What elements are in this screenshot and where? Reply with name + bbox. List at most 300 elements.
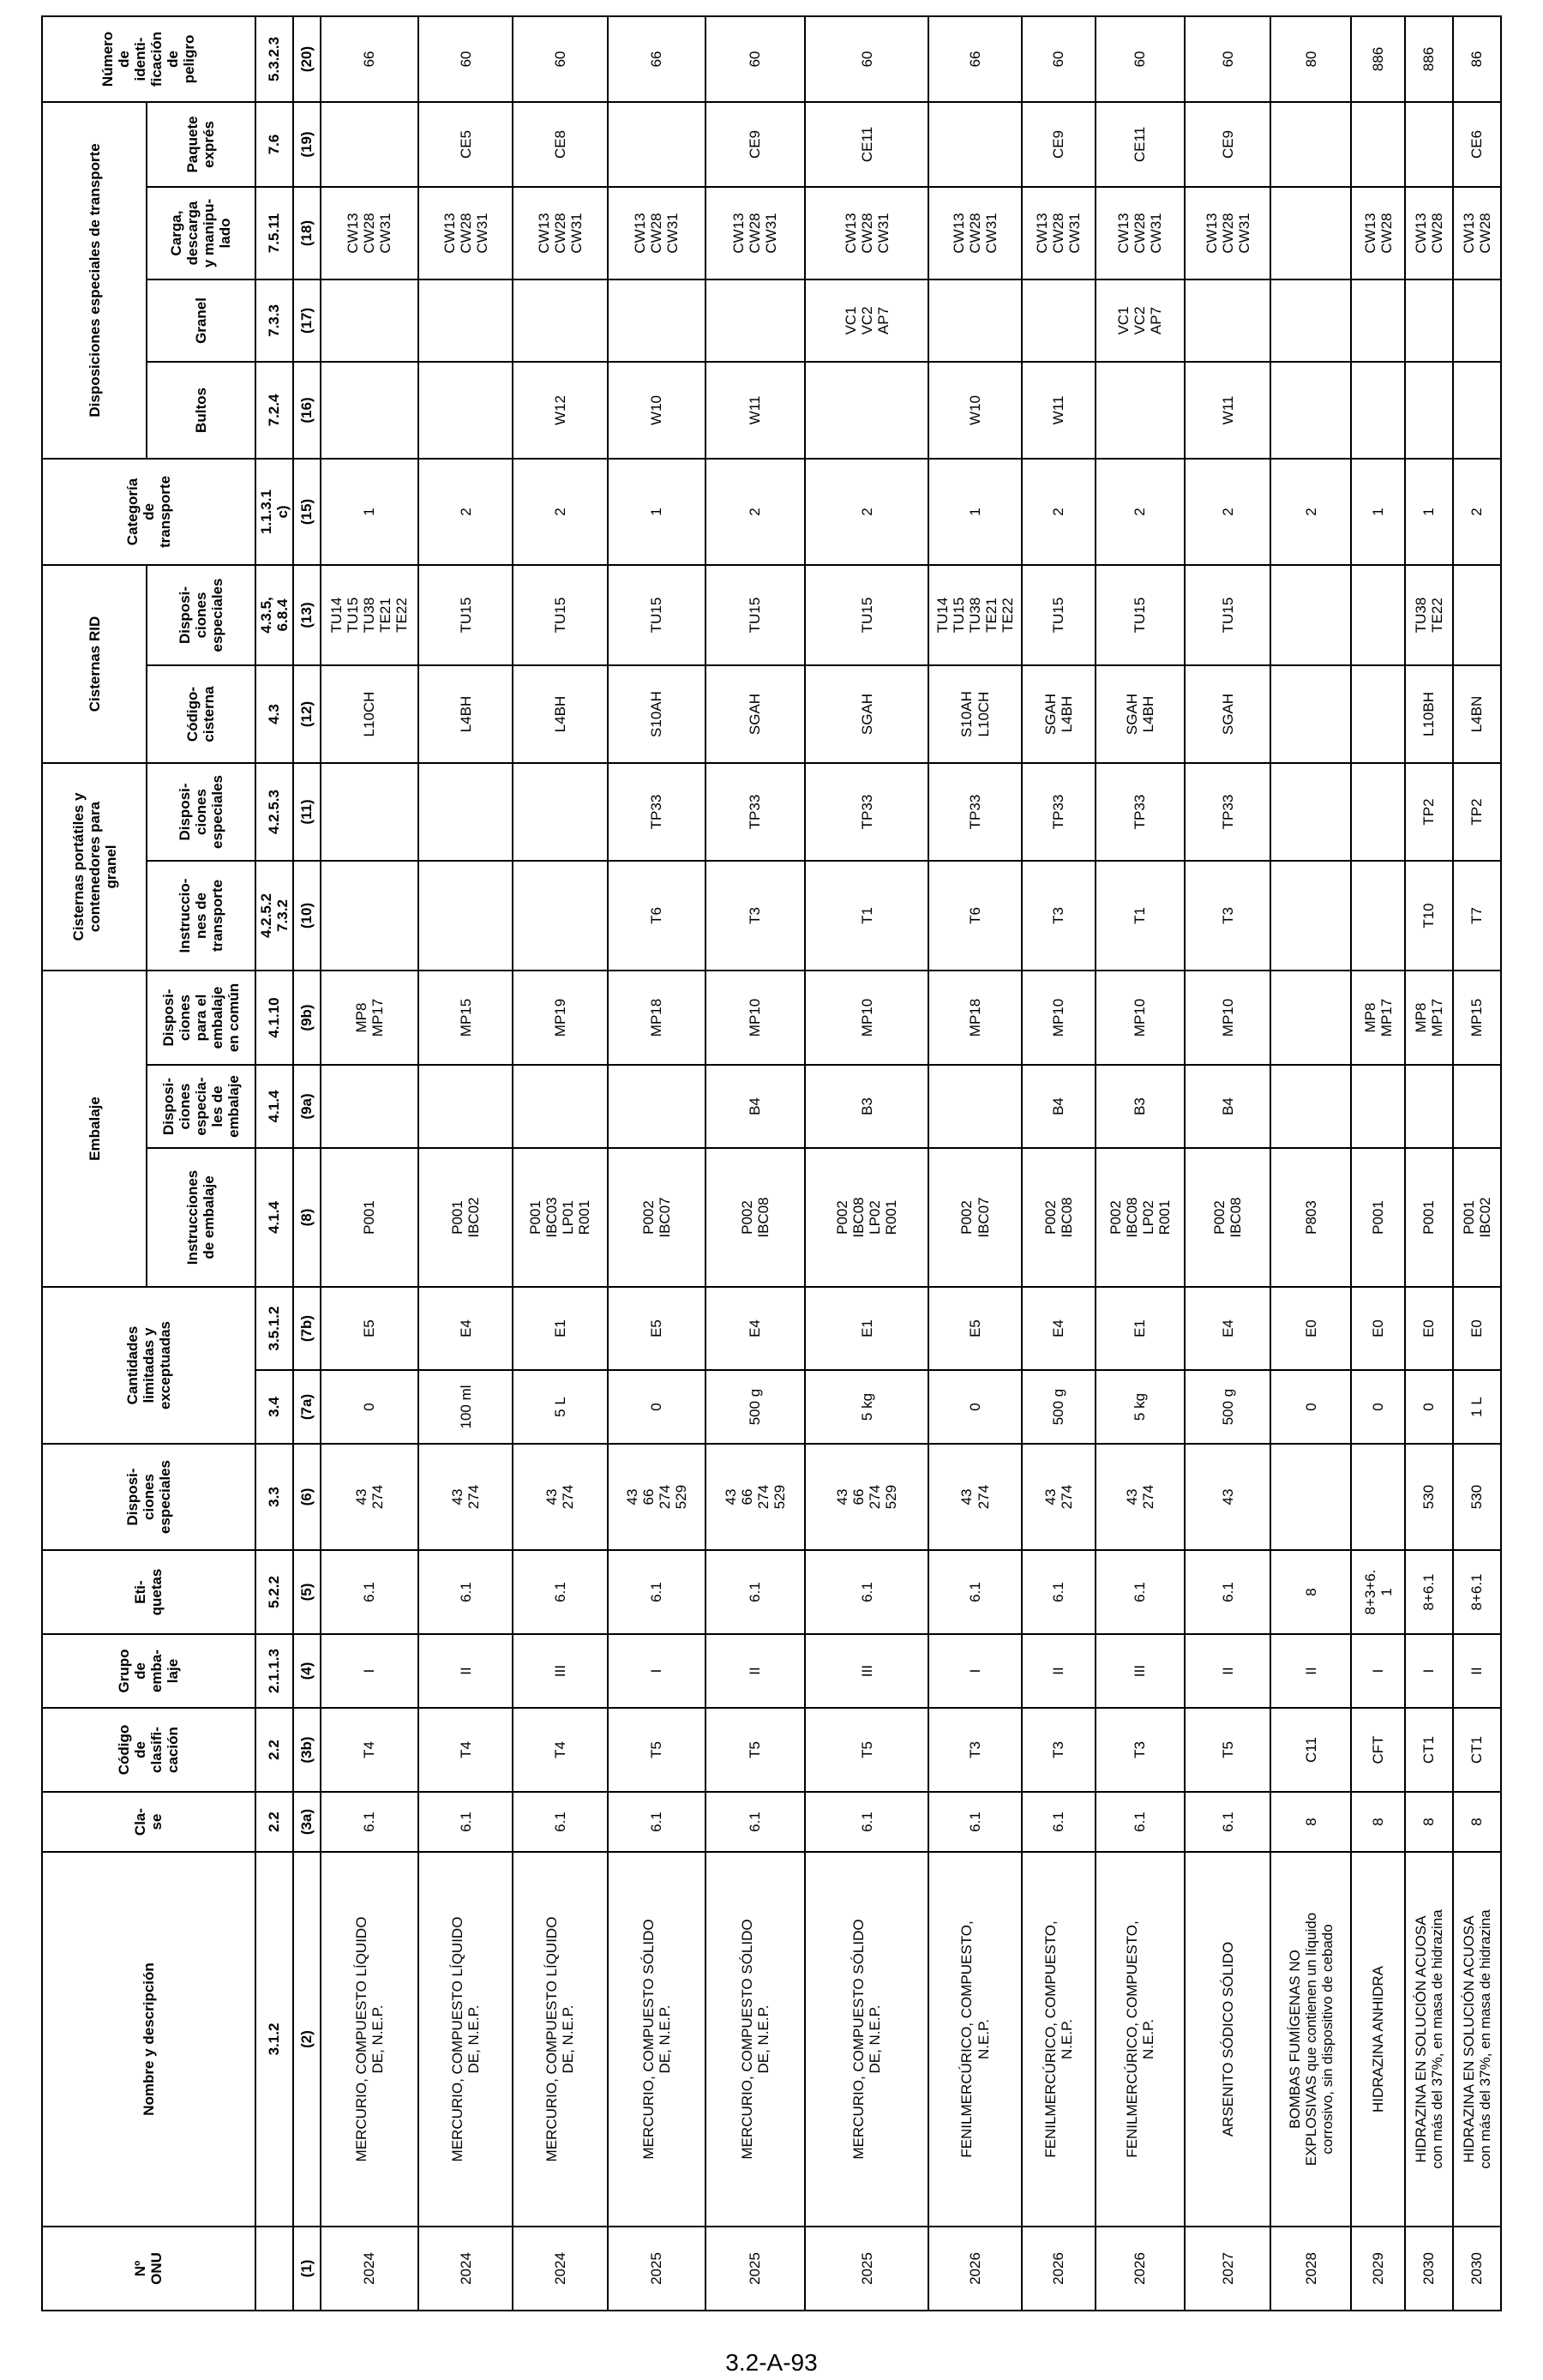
cell-special-packing <box>321 1065 418 1148</box>
col-header-instrucciones-transporte: Instruccio- nes de transporte <box>147 861 255 971</box>
cell-hazard-id: 60 <box>1022 16 1096 102</box>
cell-packing-instructions: P002 IBC08 <box>705 1148 805 1287</box>
cell-classification-code: T4 <box>513 1708 607 1792</box>
cell-transport-category: 2 <box>1022 459 1096 565</box>
cell-packing-instructions: P002 IBC07 <box>608 1148 705 1287</box>
cell-packing-group: II <box>1453 1634 1501 1708</box>
table-row <box>1096 16 1185 2311</box>
cell-packing-instructions: P001 IBC03 LP01 R001 <box>513 1148 607 1287</box>
cell-labels: 6.1 <box>1022 1550 1096 1634</box>
cell-packing-group: II <box>705 1634 805 1708</box>
cell-special-provisions: 43 274 <box>1022 1444 1096 1550</box>
cell-loading: CW13 CW28 <box>1351 187 1404 279</box>
cell-rid-special: TU15 <box>1185 565 1270 665</box>
cell-limited-quantity: 0 <box>608 1370 705 1444</box>
cell-express-parcel <box>928 102 1021 187</box>
header-row-1 <box>42 16 147 2311</box>
cell-classification-code: CFT <box>1351 1708 1404 1792</box>
cell-packages: W10 <box>608 362 705 459</box>
cell-rid-special: TU14 TU15 TU38 TE21 TE22 <box>321 565 418 665</box>
cell-un-number: 2025 <box>805 2227 928 2311</box>
cell-special-provisions: 43 66 274 529 <box>608 1444 705 1550</box>
table-row <box>805 16 928 2311</box>
cell-tank-code: SGAH L4BH <box>1096 665 1185 763</box>
table-row <box>321 16 418 2311</box>
cell-hazard-id: 60 <box>705 16 805 102</box>
col-header-disposiciones-cisternas-rid: Disposi- ciones especiales <box>147 565 255 665</box>
cell-mixed-packing: MP10 <box>1096 971 1185 1065</box>
cell-bulk: VC1 VC2 AP7 <box>805 279 928 362</box>
cell-mixed-packing: MP15 <box>1453 971 1501 1065</box>
cell-special-packing: B3 <box>805 1065 928 1148</box>
table-row <box>1185 16 1270 2311</box>
cell-packages: W11 <box>1022 362 1096 459</box>
table-row <box>513 16 607 2311</box>
table-row <box>1270 16 1351 2311</box>
cell-limited-quantity: 0 <box>928 1370 1021 1444</box>
col-header-numero-identificacion: Número de identi- ficación de peligro <box>42 16 255 102</box>
cell-packing-instructions: P001 <box>1351 1148 1404 1287</box>
cell-packing-group: II <box>1185 1634 1270 1708</box>
cell-packing-group: II <box>1022 1634 1096 1708</box>
table-row <box>1351 16 1404 2311</box>
cell-transport-category: 2 <box>1185 459 1270 565</box>
cell-excepted-quantity: E5 <box>928 1287 1021 1370</box>
cell-packing-instructions: P002 IBC08 <box>1022 1148 1096 1287</box>
cell-un-number: 2024 <box>418 2227 513 2311</box>
ref-cell: 1.1.3.1 c) <box>255 459 293 565</box>
cell-packing-instructions: P002 IBC08 LP02 R001 <box>1096 1148 1185 1287</box>
cell-tank-special <box>1270 763 1351 861</box>
cell-tank-instructions <box>1270 861 1351 971</box>
cell-labels: 6.1 <box>321 1550 418 1634</box>
ref-cell: 2.2 <box>255 1792 293 1852</box>
cell-loading: CW13 CW28 CW31 <box>1096 187 1185 279</box>
cell-packing-instructions: P002 IBC08 LP02 R001 <box>805 1148 928 1287</box>
cell-mixed-packing: MP8 MP17 <box>321 971 418 1065</box>
cell-transport-category: 2 <box>1270 459 1351 565</box>
cell-hazard-id: 66 <box>928 16 1021 102</box>
cell-limited-quantity: 5 L <box>513 1370 607 1444</box>
cell-transport-category: 1 <box>1351 459 1404 565</box>
column-number: (2) <box>293 1852 321 2227</box>
cell-special-provisions <box>1270 1444 1351 1550</box>
cell-transport-category: 1 <box>1405 459 1453 565</box>
ref-cell: 2.1.1.3 <box>255 1634 293 1708</box>
cell-hazard-id: 60 <box>1185 16 1270 102</box>
column-number: (5) <box>293 1550 321 1634</box>
ref-cell: 5.3.2.3 <box>255 16 293 102</box>
cell-mixed-packing: MP10 <box>1185 971 1270 1065</box>
cell-loading: CW13 CW28 CW31 <box>705 187 805 279</box>
cell-packages <box>1405 362 1453 459</box>
cell-labels: 6.1 <box>1185 1550 1270 1634</box>
col-header-un: Nº ONU <box>42 2227 255 2311</box>
cell-rid-special: TU15 <box>705 565 805 665</box>
cell-limited-quantity: 500 g <box>1185 1370 1270 1444</box>
cell-packing-group: I <box>608 1634 705 1708</box>
cell-packages <box>1270 362 1351 459</box>
cell-excepted-quantity: E5 <box>608 1287 705 1370</box>
cell-tank-instructions <box>321 861 418 971</box>
cell-tank-instructions <box>418 861 513 971</box>
cell-special-packing <box>513 1065 607 1148</box>
col-header-disposiciones-transporte: Disposiciones especiales de transporte <box>42 102 147 459</box>
col-header-disposiciones-especiales: Disposi- ciones especiales <box>42 1444 255 1550</box>
cell-special-packing <box>418 1065 513 1148</box>
cell-un-number: 2025 <box>705 2227 805 2311</box>
cell-classification-code: T4 <box>321 1708 418 1792</box>
cell-limited-quantity: 0 <box>321 1370 418 1444</box>
cell-express-parcel <box>1270 102 1351 187</box>
cell-packing-group: I <box>1351 1634 1404 1708</box>
cell-loading: CW13 CW28 CW31 <box>608 187 705 279</box>
cell-bulk <box>1185 279 1270 362</box>
cell-labels: 8+6.1 <box>1453 1550 1501 1634</box>
cell-hazard-id: 66 <box>321 16 418 102</box>
cell-un-number: 2030 <box>1453 2227 1501 2311</box>
cell-packing-instructions: P001 IBC02 <box>1453 1148 1501 1287</box>
cell-name: MERCURIO, COMPUESTO SÓLIDO DE, N.E.P. <box>705 1852 805 2227</box>
column-number: (16) <box>293 362 321 459</box>
cell-bulk <box>513 279 607 362</box>
cell-excepted-quantity: E4 <box>1185 1287 1270 1370</box>
ref-cell: 4.2.5.3 <box>255 763 293 861</box>
cell-packages <box>1096 362 1185 459</box>
cell-hazard-id: 60 <box>805 16 928 102</box>
cell-un-number: 2026 <box>1096 2227 1185 2311</box>
cell-bulk <box>1405 279 1453 362</box>
column-number: (19) <box>293 102 321 187</box>
cell-packing-group: III <box>513 1634 607 1708</box>
cell-un-number: 2029 <box>1351 2227 1404 2311</box>
cell-name: MERCURIO, COMPUESTO SÓLIDO DE, N.E.P. <box>805 1852 928 2227</box>
cell-packing-instructions: P001 IBC02 <box>418 1148 513 1287</box>
cell-tank-instructions: T7 <box>1453 861 1501 971</box>
col-header-embalaje: Embalaje <box>42 971 147 1287</box>
table-row <box>928 16 1021 2311</box>
cell-rid-special: TU15 <box>608 565 705 665</box>
cell-express-parcel: CE11 <box>1096 102 1185 187</box>
cell-tank-code: L4BN <box>1453 665 1501 763</box>
cell-transport-category: 1 <box>608 459 705 565</box>
cell-limited-quantity: 5 kg <box>1096 1370 1185 1444</box>
col-header-disposiciones-embalaje: Disposi- ciones especia- les de embalaje <box>147 1065 255 1148</box>
cell-tank-instructions <box>1351 861 1404 971</box>
cell-limited-quantity: 500 g <box>1022 1370 1096 1444</box>
cell-express-parcel: CE11 <box>805 102 928 187</box>
cell-class: 6.1 <box>608 1792 705 1852</box>
cell-tank-code: S10AH <box>608 665 705 763</box>
cell-tank-special: TP2 <box>1405 763 1453 861</box>
col-header-codigo: Código de clasifi- cación <box>42 1708 255 1792</box>
cell-tank-code: SGAH <box>1185 665 1270 763</box>
cell-classification-code: T5 <box>608 1708 705 1792</box>
cell-mixed-packing: MP10 <box>805 971 928 1065</box>
ref-cell: 7.2.4 <box>255 362 293 459</box>
col-header-disposiciones-cisternas-portatiles: Disposi- ciones especiales <box>147 763 255 861</box>
table-row <box>1453 16 1501 2311</box>
ref-cell: 4.3 <box>255 665 293 763</box>
cell-tank-instructions: T1 <box>805 861 928 971</box>
cell-excepted-quantity: E1 <box>1096 1287 1185 1370</box>
cell-special-packing <box>1453 1065 1501 1148</box>
cell-name: HIDRAZINA ANHIDRA <box>1351 1852 1404 2227</box>
cell-rid-special: TU14 TU15 TU38 TE21 TE22 <box>928 565 1021 665</box>
column-number: (3b) <box>293 1708 321 1792</box>
cell-excepted-quantity: E1 <box>513 1287 607 1370</box>
cell-un-number: 2026 <box>928 2227 1021 2311</box>
cell-un-number: 2030 <box>1405 2227 1453 2311</box>
cell-special-provisions: 43 <box>1185 1444 1270 1550</box>
cell-special-packing: B4 <box>705 1065 805 1148</box>
cell-express-parcel: CE9 <box>1022 102 1096 187</box>
ref-cell: 3.1.2 <box>255 1852 293 2227</box>
cell-name: MERCURIO, COMPUESTO LÍQUIDO DE, N.E.P. <box>321 1852 418 2227</box>
cell-class: 8 <box>1405 1792 1453 1852</box>
cell-class: 6.1 <box>513 1792 607 1852</box>
col-header-granel: Granel <box>147 279 255 362</box>
cell-express-parcel <box>1351 102 1404 187</box>
cell-un-number: 2024 <box>513 2227 607 2311</box>
cell-loading: CW13 CW28 CW31 <box>513 187 607 279</box>
cell-tank-code: L10BH <box>1405 665 1453 763</box>
cell-excepted-quantity: E0 <box>1453 1287 1501 1370</box>
cell-classification-code: C11 <box>1270 1708 1351 1792</box>
cell-classification-code: CT1 <box>1453 1708 1501 1792</box>
cell-loading: CW13 CW28 <box>1405 187 1453 279</box>
cell-name: HIDRAZINA EN SOLUCIÓN ACUOSA con más del 37%, en masa de hidrazina <box>1405 1852 1453 2227</box>
cell-special-provisions: 43 274 <box>513 1444 607 1550</box>
cell-tank-special <box>1351 763 1404 861</box>
cell-loading: CW13 CW28 CW31 <box>928 187 1021 279</box>
col-header-clase: Cla- se <box>42 1792 255 1852</box>
cell-limited-quantity: 0 <box>1405 1370 1453 1444</box>
cell-express-parcel <box>608 102 705 187</box>
cell-tank-code <box>1351 665 1404 763</box>
cell-loading: CW13 CW28 CW31 <box>1022 187 1096 279</box>
col-header-instrucciones-embalaje: Instrucciones de embalaje <box>147 1148 255 1287</box>
col-header-cantidades: Cantidades limitadas y exceptuadas <box>42 1287 255 1444</box>
cell-labels: 6.1 <box>928 1550 1021 1634</box>
column-number: (11) <box>293 763 321 861</box>
cell-express-parcel <box>321 102 418 187</box>
page-number: 3.2-A-93 <box>725 2349 818 2376</box>
cell-bulk <box>1351 279 1404 362</box>
cell-excepted-quantity: E1 <box>805 1287 928 1370</box>
cell-rid-special <box>1351 565 1404 665</box>
cell-un-number: 2027 <box>1185 2227 1270 2311</box>
cell-packages: W12 <box>513 362 607 459</box>
column-number: (4) <box>293 1634 321 1708</box>
cell-packages <box>1453 362 1501 459</box>
cell-class: 6.1 <box>1185 1792 1270 1852</box>
cell-tank-special: TP33 <box>928 763 1021 861</box>
cell-hazard-id: 886 <box>1351 16 1404 102</box>
cell-tank-code: S10AH L10CH <box>928 665 1021 763</box>
column-number-row <box>293 16 321 2311</box>
cell-un-number: 2028 <box>1270 2227 1351 2311</box>
cell-special-packing <box>1351 1065 1404 1148</box>
cell-express-parcel: CE8 <box>513 102 607 187</box>
cell-transport-category: 2 <box>805 459 928 565</box>
cell-labels: 8+6.1 <box>1405 1550 1453 1634</box>
cell-name: FENILMERCÚRICO, COMPUESTO, N.E.P. <box>1096 1852 1185 2227</box>
cell-class: 8 <box>1351 1792 1404 1852</box>
cell-class: 6.1 <box>1022 1792 1096 1852</box>
column-number: (6) <box>293 1444 321 1550</box>
cell-packages <box>1351 362 1404 459</box>
cell-packing-group: I <box>321 1634 418 1708</box>
cell-tank-instructions <box>513 861 607 971</box>
cell-bulk <box>705 279 805 362</box>
cell-rid-special: TU15 <box>805 565 928 665</box>
column-number: (10) <box>293 861 321 971</box>
cell-express-parcel: CE5 <box>418 102 513 187</box>
cell-tank-special: TP33 <box>705 763 805 861</box>
cell-hazard-id: 86 <box>1453 16 1501 102</box>
cell-tank-instructions: T6 <box>608 861 705 971</box>
cell-mixed-packing: MP10 <box>705 971 805 1065</box>
column-number: (8) <box>293 1148 321 1287</box>
cell-classification-code: T3 <box>1096 1708 1185 1792</box>
cell-classification-code: T5 <box>705 1708 805 1792</box>
table-row <box>608 16 705 2311</box>
cell-excepted-quantity: E4 <box>705 1287 805 1370</box>
cell-loading: CW13 CW28 CW31 <box>418 187 513 279</box>
cell-special-packing: B4 <box>1022 1065 1096 1148</box>
cell-packages <box>321 362 418 459</box>
table-row <box>418 16 513 2311</box>
cell-mixed-packing: MP8 MP17 <box>1351 971 1404 1065</box>
ref-cell: 4.3.5, 6.8.4 <box>255 565 293 665</box>
cell-tank-instructions: T6 <box>928 861 1021 971</box>
col-header-cisternas-rid: Cisternas RID <box>42 565 147 763</box>
ref-cell: 4.1.4 <box>255 1148 293 1287</box>
cell-classification-code: T3 <box>928 1708 1021 1792</box>
col-header-codigo-cisterna: Código- cisterna <box>147 665 255 763</box>
cell-tank-code: SGAH <box>705 665 805 763</box>
cell-rid-special: TU15 <box>513 565 607 665</box>
cell-packages <box>805 362 928 459</box>
cell-tank-special: TP33 <box>1096 763 1185 861</box>
cell-excepted-quantity: E0 <box>1270 1287 1351 1370</box>
cell-packing-instructions: P002 IBC08 <box>1185 1148 1270 1287</box>
cell-classification-code: T5 <box>805 1708 928 1792</box>
cell-limited-quantity: 5 kg <box>805 1370 928 1444</box>
cell-excepted-quantity: E5 <box>321 1287 418 1370</box>
cell-special-packing <box>608 1065 705 1148</box>
cell-limited-quantity: 500 g <box>705 1370 805 1444</box>
cell-transport-category: 1 <box>928 459 1021 565</box>
dangerous-goods-table <box>41 15 1502 2311</box>
cell-hazard-id: 60 <box>1096 16 1185 102</box>
cell-rid-special: TU15 <box>1096 565 1185 665</box>
cell-tank-special <box>513 763 607 861</box>
column-number: (7b) <box>293 1287 321 1370</box>
cell-tank-instructions: T3 <box>1185 861 1270 971</box>
cell-special-packing <box>928 1065 1021 1148</box>
cell-tank-special: TP33 <box>1022 763 1096 861</box>
column-number: (13) <box>293 565 321 665</box>
cell-special-provisions: 530 <box>1453 1444 1501 1550</box>
cell-special-provisions: 43 66 274 529 <box>805 1444 928 1550</box>
cell-loading: CW13 CW28 CW31 <box>321 187 418 279</box>
cell-tank-instructions: T3 <box>705 861 805 971</box>
ref-cell: 5.2.2 <box>255 1550 293 1634</box>
cell-tank-code: SGAH L4BH <box>1022 665 1096 763</box>
reference-row <box>255 16 293 2311</box>
cell-tank-code <box>1270 665 1351 763</box>
col-header-paquete: Paquete exprés <box>147 102 255 187</box>
cell-classification-code: CT1 <box>1405 1708 1453 1792</box>
cell-classification-code: T4 <box>418 1708 513 1792</box>
cell-packages: W11 <box>1185 362 1270 459</box>
cell-tank-special: TP33 <box>608 763 705 861</box>
cell-transport-category: 2 <box>513 459 607 565</box>
cell-packing-group: II <box>1270 1634 1351 1708</box>
cell-tank-code: SGAH <box>805 665 928 763</box>
cell-class: 6.1 <box>1096 1792 1185 1852</box>
cell-class: 6.1 <box>805 1792 928 1852</box>
cell-special-provisions: 43 274 <box>418 1444 513 1550</box>
cell-tank-special <box>321 763 418 861</box>
cell-special-packing: B3 <box>1096 1065 1185 1148</box>
cell-name: FENILMERCÚRICO, COMPUESTO, N.E.P. <box>1022 1852 1096 2227</box>
cell-labels: 8+3+6. 1 <box>1351 1550 1404 1634</box>
cell-class: 6.1 <box>321 1792 418 1852</box>
cell-special-packing <box>1405 1065 1453 1148</box>
cell-class: 6.1 <box>418 1792 513 1852</box>
cell-bulk <box>1453 279 1501 362</box>
cell-special-provisions: 43 274 <box>928 1444 1021 1550</box>
cell-limited-quantity: 100 ml <box>418 1370 513 1444</box>
cell-rid-special: TU15 <box>418 565 513 665</box>
table-row <box>705 16 805 2311</box>
cell-express-parcel: CE9 <box>705 102 805 187</box>
cell-labels: 6.1 <box>805 1550 928 1634</box>
cell-bulk <box>418 279 513 362</box>
cell-labels: 6.1 <box>513 1550 607 1634</box>
cell-loading <box>1270 187 1351 279</box>
table-row <box>1022 16 1096 2311</box>
cell-un-number: 2025 <box>608 2227 705 2311</box>
cell-tank-instructions: T1 <box>1096 861 1185 971</box>
cell-limited-quantity: 0 <box>1270 1370 1351 1444</box>
cell-transport-category: 2 <box>1453 459 1501 565</box>
ref-cell: 3.3 <box>255 1444 293 1550</box>
cell-special-provisions: 530 <box>1405 1444 1453 1550</box>
cell-mixed-packing <box>1270 971 1351 1065</box>
cell-tank-special: TP33 <box>805 763 928 861</box>
cell-packing-instructions: P803 <box>1270 1148 1351 1287</box>
col-header-categoria: Categoría de transporte <box>42 459 255 565</box>
cell-class: 8 <box>1270 1792 1351 1852</box>
cell-tank-code: L4BH <box>418 665 513 763</box>
cell-bulk <box>1270 279 1351 362</box>
ref-cell: 4.1.10 <box>255 971 293 1065</box>
cell-loading: CW13 CW28 <box>1453 187 1501 279</box>
cell-labels: 6.1 <box>1096 1550 1185 1634</box>
ref-cell: 3.5.1.2 <box>255 1287 293 1370</box>
cell-transport-category: 2 <box>705 459 805 565</box>
cell-labels: 6.1 <box>418 1550 513 1634</box>
cell-classification-code: T5 <box>1185 1708 1270 1792</box>
ref-cell: 7.5.11 <box>255 187 293 279</box>
cell-hazard-id: 80 <box>1270 16 1351 102</box>
cell-transport-category: 1 <box>321 459 418 565</box>
cell-name: BOMBAS FUMÍGENAS NO EXPLOSIVAS que contienen un líquido corrosivo, sin dispositivo de cebado <box>1270 1852 1351 2227</box>
